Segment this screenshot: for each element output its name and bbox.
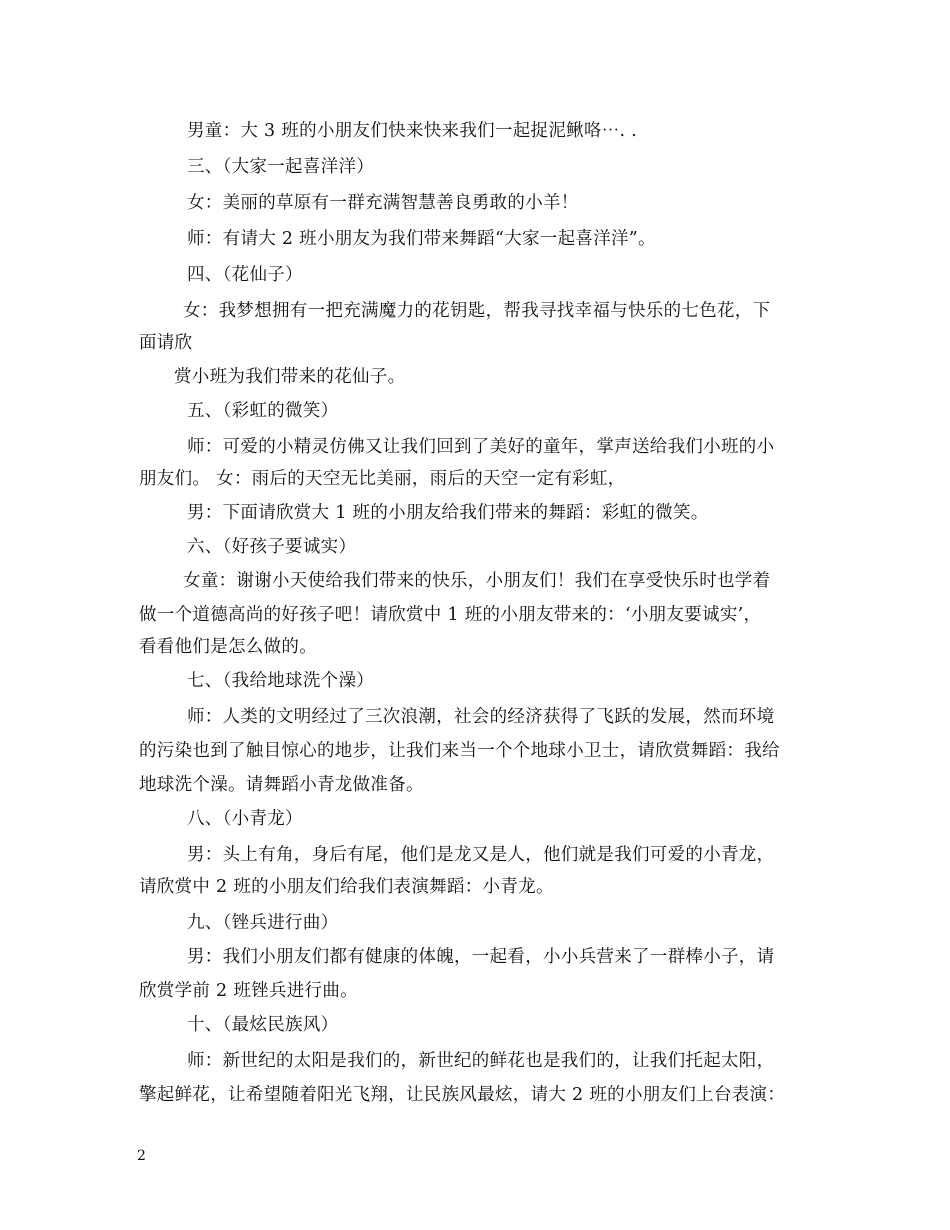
text-line: 男：头上有角，身后有尾，他们是龙又是人，他们就是我们可爱的小青龙， <box>187 845 775 865</box>
text-line: 师：新世纪的太阳是我们的，新世纪的鲜花也是我们的，让我们托起太阳， <box>187 1051 775 1071</box>
text-line: 的污染也到了触目惊心的地步，让我们来当一个个地球小卫士，请欣赏舞蹈：我给 <box>139 741 780 761</box>
text-line: 看看他们是怎么做的。 <box>139 637 317 657</box>
section-heading: 三、（大家一起喜洋洋） <box>187 157 375 177</box>
page-number: 2 <box>137 1148 146 1164</box>
text-line: 女：我梦想拥有一把充满魔力的花钥匙，帮我寻找幸福与快乐的七色花，下 <box>183 301 771 321</box>
text-line: 欣赏学前 2 班锉兵进行曲。 <box>139 981 358 1001</box>
text-line: 女：美丽的草原有一群充满智慧善良勇敢的小羊！ <box>187 193 579 213</box>
text-line: 师：有请大 2 班小朋友为我们带来舞蹈“大家一起喜洋洋”。 <box>187 229 656 249</box>
text-line: 男童：大 3 班的小朋友们快来快来我们一起捉泥鳅咯⋯. . <box>187 121 638 141</box>
text-line: 面请欣 <box>139 333 193 353</box>
section-heading: 五、（彩虹的微笑） <box>187 401 339 421</box>
section-heading: 九、（锉兵进行曲） <box>187 913 339 933</box>
text-line: 赏小班为我们带来的花仙子。 <box>174 367 406 387</box>
text-line: 做一个道德高尚的好孩子吧！请欣赏中 1 班的小朋友带来的：‘小朋友要诚实’， <box>139 605 762 625</box>
text-line: 请欣赏中 2 班的小朋友们给我们表演舞蹈：小青龙。 <box>139 877 554 897</box>
text-line: 朋友们。 女：雨后的天空无比美丽，雨后的天空一定有彩虹， <box>139 469 626 489</box>
section-heading: 四、（花仙子） <box>187 265 303 285</box>
text-line: 师：人类的文明经过了三次浪潮，社会的经济获得了飞跃的发展，然而环境 <box>187 707 775 727</box>
section-heading: 七、（我给地球洗个澡） <box>187 671 375 691</box>
section-heading: 十、（最炫民族风） <box>187 1015 339 1035</box>
section-heading: 六、（好孩子要诚实） <box>187 537 357 557</box>
text-line: 师：可爱的小精灵仿佛又让我们回到了美好的童年，掌声送给我们小班的小 <box>187 437 775 457</box>
text-line: 男：我们小朋友们都有健康的体魄，一起看，小小兵营来了一群棒小子，请 <box>187 947 775 967</box>
text-line: 男：下面请欣赏大 1 班的小朋友给我们带来的舞蹈：彩虹的微笑。 <box>187 503 709 523</box>
text-line: 擎起鲜花，让希望随着阳光飞翔，让民族风最炫，请大 2 班的小朋友们上台表演： <box>139 1085 786 1105</box>
text-line: 地球洗个澡。请舞蹈小青龙做准备。 <box>139 775 424 795</box>
text-line: 女童：谢谢小天使给我们带来的快乐，小朋友们！我们在享受快乐时也学着 <box>183 571 771 591</box>
section-heading: 八、（小青龙） <box>187 809 303 829</box>
